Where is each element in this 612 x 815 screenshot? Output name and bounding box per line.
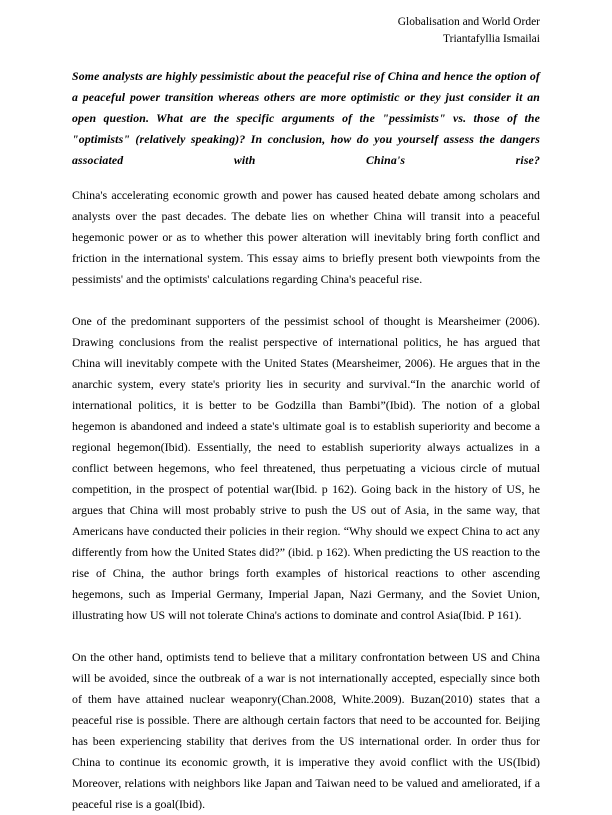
essay-prompt: Some analysts are highly pessimistic about the peaceful rise of China and hence the option of a peaceful power transition whereas others are more optimistic or they just consider it an open question. What are the specific arguments of the "pessimists" vs. those of the "optimists" (relatively speaking)? In conclusion, how do you yourself assess the dangers associated with China's rise? [72,69,540,167]
header-course-title: Globalisation and World Order [397,16,540,28]
body-paragraph-intro: China's accelerating economic growth and power has caused heated debate among scholars and analysts over the past decades. The debate lies on whether China will transit into a peaceful hegemonic power or as to whether this power alteration will inevitably bring forth conflict and friction in the international system. This essay aims to briefly present both viewpoints from the pessimists' and the optimists' calculations regarding China's peaceful rise. [72,188,540,286]
document-header [72,14,540,48]
header-author-name: Triantafyllia Ismailai [443,33,540,45]
document-body [72,185,540,815]
body-paragraph-pessimists: One of the predominant supporters of the pessimist school of thought is Mearsheimer (2006). Drawing conclusions from the realist perspective of international politics, he has argued that China will inevitably compete with the United States (Mearsheimer, 2006). He argues that in the anarchic system, every state's priority lies in security and survival.“In the anarchic world of international politics, it is better to be Godzilla than Bambi”(Ibid). The notion of a global hegemon is abandoned and indeed a state's ultimate goal is to establish superiority and become a regional hegemon(Ibid). Essentially, the need to establish superiority always actualizes in a conflict between hegemons, who feel threatened, thus perpetuating a vicious circle of mutual competition, in the prospect of potential war(Ibid. p 162). Going back in the history of US, he argues that China will most probably strive to push the US out of Asia, in the same way, that Americans have conducted their policies in their region. “Why should we expect China to act any differently from how the United States did?” (ibid. p 162). When predicting the US reaction to the rise of China, the author brings forth examples of historical reactions to other ascending hegemons, such as Imperial Germany, Imperial Japan, Nazi Germany, and the Soviet Union, illustrating how US will not tolerate China's actions to dominate and control Asia(Ibid. P 161). [72,314,540,622]
body-paragraph-optimists: On the other hand, optimists tend to believe that a military confrontation between US and China will be avoided, since the outbreak of a war is not internationally accepted, especially since both of them have attained nuclear weaponry(Chan.2008, White.2009). Buzan(2010) states that a peaceful rise is possible. There are although certain factors that need to be accounted for. Beijing has been experiencing stability that derives from the US international order. In order thus for China to continue its economic growth, it is imperative they avoid conflict with the US(Ibid) Moreover, relations with neighbors like Japan and Taiwan need to be valued and ameliorated, if a peaceful rise is a goal(Ibid). [72,650,540,811]
